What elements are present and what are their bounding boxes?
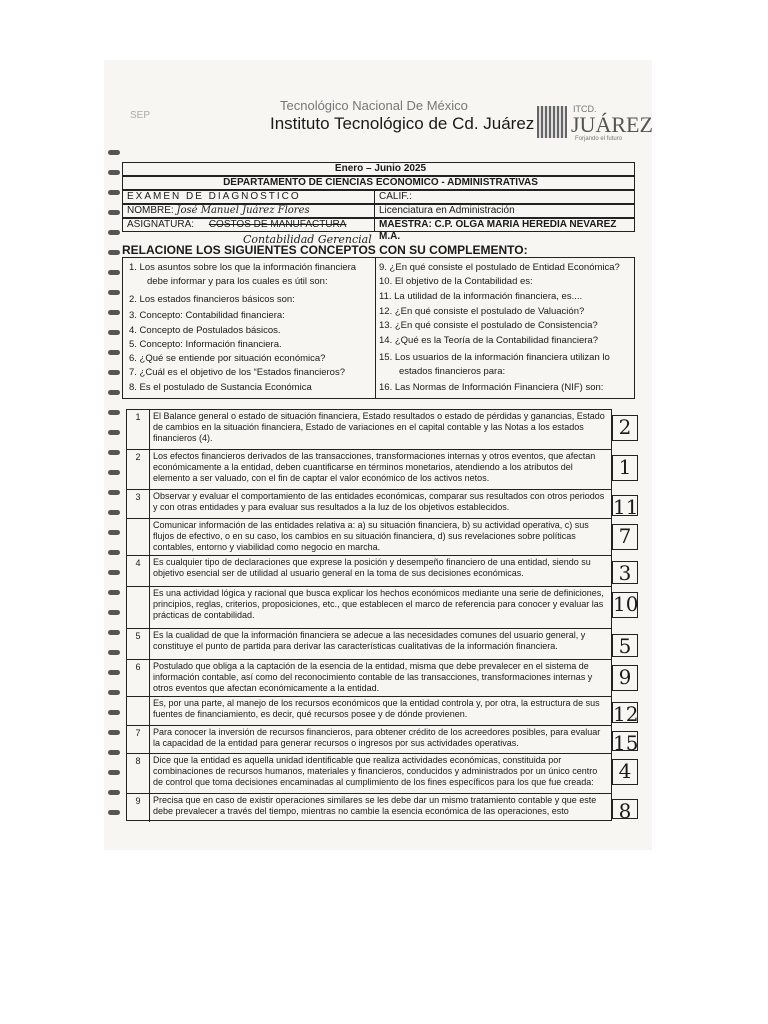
definition-text: Es la cualidad de que la información financiera se adecue a las necesidades comunes del usuario general, y constituye el punto de partida para derivar las características cualitativas de la información financiera.: [153, 630, 586, 651]
concept-right-item: estados financieros para:: [399, 366, 506, 377]
definition-text: Los efectos financieros derivados de las transacciones, transformaciones internas y otros eventos, que afectan económicamente a la entidad, deben cuantificarse en términos monetarios, atendiendo a los atributos del elemento a ser valuado, con el fin de captar el valor económico de los activos netos.: [153, 451, 596, 483]
logo-sub-text: Forjando el futuro: [575, 136, 623, 142]
row-divider: [149, 660, 150, 696]
definition-number: 4: [135, 558, 141, 568]
answer-box: 9: [612, 665, 638, 691]
binder-ring: [108, 670, 120, 675]
binder-ring: [108, 250, 120, 255]
concept-right-item: 9. ¿En qué consiste el postulado de Entidad Económica?: [379, 262, 620, 273]
binder-ring: [108, 490, 120, 495]
definition-number: 1: [135, 412, 141, 422]
definition-row: [127, 556, 611, 587]
subject-cell: [123, 219, 375, 231]
answer-box: 8: [612, 799, 638, 819]
definition-number: 3: [135, 492, 141, 502]
concept-left-item: 4. Concepto de Postulados básicos.: [129, 325, 281, 336]
binder-ring: [108, 730, 120, 735]
binder-ring: [108, 470, 120, 475]
definition-row: [127, 410, 611, 450]
name-cell: [123, 205, 375, 217]
definition-row: [127, 490, 611, 519]
concept-right-item: 14. ¿Qué es la Teoría de la Contabilidad financiera?: [379, 335, 598, 346]
concept-left-item: 7. ¿Cuál es el objetivo de los “Estados financieros?: [129, 367, 345, 378]
row-divider: [149, 519, 150, 555]
program: Licenciatura en Administración: [379, 205, 515, 216]
answer-box: 12: [613, 702, 639, 726]
teacher: MAESTRA: C.P. OLGA MARIA HEREDIA NEVAREZ M.A.: [379, 219, 617, 242]
row-divider: [149, 794, 150, 822]
answer-box: 7: [612, 524, 638, 550]
definitions-table: [126, 409, 612, 821]
answer-box: 1: [612, 455, 638, 481]
definition-row: [127, 450, 611, 490]
definition-row: [127, 726, 611, 754]
school-name: Instituto Tecnológico de Cd. Juárez: [270, 114, 535, 133]
binder-ring: [108, 510, 120, 515]
calif-label: CALIF.:: [379, 191, 412, 202]
row-divider: [149, 697, 150, 725]
definition-row: [127, 587, 611, 629]
binder-ring: [108, 190, 120, 195]
concepts-divider: [375, 258, 376, 398]
answer-box: 5: [612, 634, 638, 657]
concept-right-item: 10. El objetivo de la Contabilidad es:: [379, 276, 533, 287]
row-divider: [149, 450, 150, 489]
concept-right-item: 16. Las Normas de Información Financiera (NIF) son:: [379, 382, 604, 393]
binder-ring: [108, 610, 120, 615]
concept-right-item: 11. La utilidad de la información financiera, es....: [379, 291, 583, 302]
definition-text: Es una actividad lógica y racional que busca explicar los hechos económicos mediante una serie de definiciones, principios, reglas, criterios, proposiciones, etc., que establecen el marco de referencia para conocer y evaluar las prácticas de contabilidad.: [153, 588, 604, 620]
concept-right-item: 15. Los usuarios de la información financiera utilizan lo: [379, 352, 610, 363]
definition-text: Precisa que en caso de existir operaciones similares se les debe dar un mismo tratamiento contable y que este debe prevalecer a través del tiempo, mientras no cambie la esencia económica de las operaciones, esto: [153, 795, 597, 816]
subject-handwritten: Contabilidad Gerencial: [243, 233, 372, 246]
answer-box: 2: [612, 415, 638, 441]
definition-text: Es cualquier tipo de declaraciones que exprese la posición y desempeño financiero de una entidad, siendo su objetivo esencial ser de utilidad al usuario general en la toma de sus decisiones económicas.: [153, 557, 591, 578]
definition-number: 9: [135, 796, 141, 806]
answer-box: 11: [613, 495, 639, 519]
answer-box: 10: [613, 592, 639, 616]
row-divider: [149, 629, 150, 659]
binder-ring: [108, 310, 120, 315]
binder-ring: [108, 770, 120, 775]
definition-row: [127, 697, 611, 726]
logo-main-text: JUÁREZ: [571, 112, 653, 137]
concepts-box: [122, 257, 635, 399]
logo-pre-text: ITCD.: [573, 104, 597, 114]
period: Enero – Junio 2025: [334, 163, 427, 174]
concept-left-item: 5. Concepto: Información financiera.: [129, 339, 282, 350]
concept-right-item: 13. ¿En qué consiste el postulado de Consistencia?: [379, 320, 598, 331]
definition-text: Observar y evaluar el comportamiento de las entidades económicas, comparar sus resultados con otros periodos y con otras entidades y para evaluar sus resultados a la luz de los objetivos establecidos.: [153, 491, 605, 512]
binder-ring: [108, 530, 120, 535]
binder-ring: [108, 570, 120, 575]
binder-ring: [108, 650, 120, 655]
binder-ring: [108, 430, 120, 435]
concept-right-item: 12. ¿En qué consiste el postulado de Valuación?: [379, 306, 585, 317]
binder-ring: [108, 350, 120, 355]
sep-logo: SEP: [130, 110, 151, 121]
binder-ring: [108, 230, 120, 235]
itcj-logo: [535, 102, 653, 144]
name-row: [122, 204, 635, 218]
department: DEPARTAMENTO DE CIENCIAS ECONOMICO - ADMINISTRATIVAS: [223, 177, 538, 188]
binder-ring: [108, 450, 120, 455]
definition-text: Es, por una parte, al manejo de los recursos económicos que la entidad controla y, por otra, la estructura de sus fuentes de financiamiento, es decir, qué recursos posee y de dónde provienen.: [153, 698, 600, 719]
binder-ring: [108, 810, 120, 815]
binder-ring: [108, 290, 120, 295]
definition-number: 5: [135, 631, 141, 641]
binder-ring: [108, 790, 120, 795]
subject-label: ASIGNATURA:: [127, 219, 195, 230]
concept-left-item: 8. Es el postulado de Sustancia Económica: [129, 382, 312, 393]
definition-number: 6: [135, 662, 141, 672]
definition-text: Dice que la entidad es aquella unidad identificable que realiza actividades económicas, constituida por combinaciones de recursos humanos, materiales y financieros, conducidos y administrados por un único centro de control que toma decisiones encaminadas al cumplimiento de los fines específicos para los que fue creada:: [153, 755, 598, 787]
student-name: José Manuel Juárez Flores: [176, 205, 310, 216]
building-icon: [537, 106, 567, 138]
definition-text: Comunicar información de las entidades relativa a: a) su situación financiera, b) su actividad operativa, c) sus flujos de efectivo, o en su caso, los cambios en su situación financiera, d) sus revelaciones sobre políticas contables, entorno y viabilidad como negocio en marcha.: [153, 520, 589, 552]
binder-ring: [108, 690, 120, 695]
answer-box: 15: [613, 731, 639, 755]
row-divider: [149, 587, 150, 628]
header-top-line: Tecnológico Nacional De México: [280, 98, 468, 113]
concept-left-item: 1. Los asuntos sobre los que la información financiera: [129, 262, 357, 273]
definition-text: Postulado que obliga a la captación de la esencia de la entidad, misma que debe prevalecer en el sistema de información contable, así como del reconocimiento contable de las transacciones, transformaciones internas y otros eventos que afectan económicamente a la entidad.: [153, 661, 593, 693]
binder-ring: [108, 630, 120, 635]
definition-row: [127, 519, 611, 556]
exam-title-row: [122, 190, 635, 204]
definition-row: [127, 794, 611, 822]
binder-ring: [108, 390, 120, 395]
instructions: RELACIONE LOS SIGUIENTES CONCEPTOS CON SU COMPLEMENTO:: [122, 243, 528, 257]
row-divider: [149, 726, 150, 753]
binder-ring: [108, 550, 120, 555]
binder-ring: [108, 150, 120, 155]
concept-left-item: 3. Concepto: Contabilidad financiera:: [129, 310, 285, 321]
concept-left-item: 6. ¿Qué se entiende por situación económica?: [129, 353, 326, 364]
row-divider: [149, 410, 150, 449]
definition-text: El Balance general o estado de situación financiera, Estado resultados o estado de pérdidas y ganancias, Estado de cambios en la situación financiera, Estado de variaciones en el capital contable y las Notas a los estados financieros (4).: [153, 411, 605, 443]
department-row: [122, 176, 635, 190]
definition-row: [127, 754, 611, 794]
binder-ring: [108, 270, 120, 275]
binder-ring: [108, 750, 120, 755]
definition-row: [127, 629, 611, 660]
subject-value: COSTOS DE MANUFACTURA: [208, 219, 347, 230]
answer-box: 4: [612, 759, 638, 785]
binder-ring: [108, 170, 120, 175]
answer-box: 3: [612, 561, 638, 584]
binder-ring: [108, 370, 120, 375]
definition-number: 2: [135, 452, 141, 462]
concept-left-item: debe informar y para los cuales es útil son:: [147, 276, 328, 287]
concept-left-item: 2. Los estados financieros básicos son:: [129, 294, 295, 305]
row-divider: [149, 754, 150, 793]
definition-text: Para conocer la inversión de recursos financieros, para obtener crédito de los acreedores posibles, para evaluar la capacidad de la entidad para generar recursos o ingresos por sus actividades operativas.: [153, 727, 601, 748]
period-row: [122, 162, 635, 176]
definition-number: 7: [135, 728, 141, 738]
binder-ring: [108, 590, 120, 595]
row-divider: [149, 490, 150, 518]
definition-number: 8: [135, 756, 141, 766]
binder-ring: [108, 210, 120, 215]
exam-title: EXAMEN DE DIAGNOSTICO: [123, 191, 375, 203]
definition-row: [127, 660, 611, 697]
binder-ring: [108, 710, 120, 715]
row-divider: [149, 556, 150, 586]
binder-ring: [108, 410, 120, 415]
binder-ring: [108, 330, 120, 335]
name-label: NOMBRE:: [127, 205, 174, 216]
